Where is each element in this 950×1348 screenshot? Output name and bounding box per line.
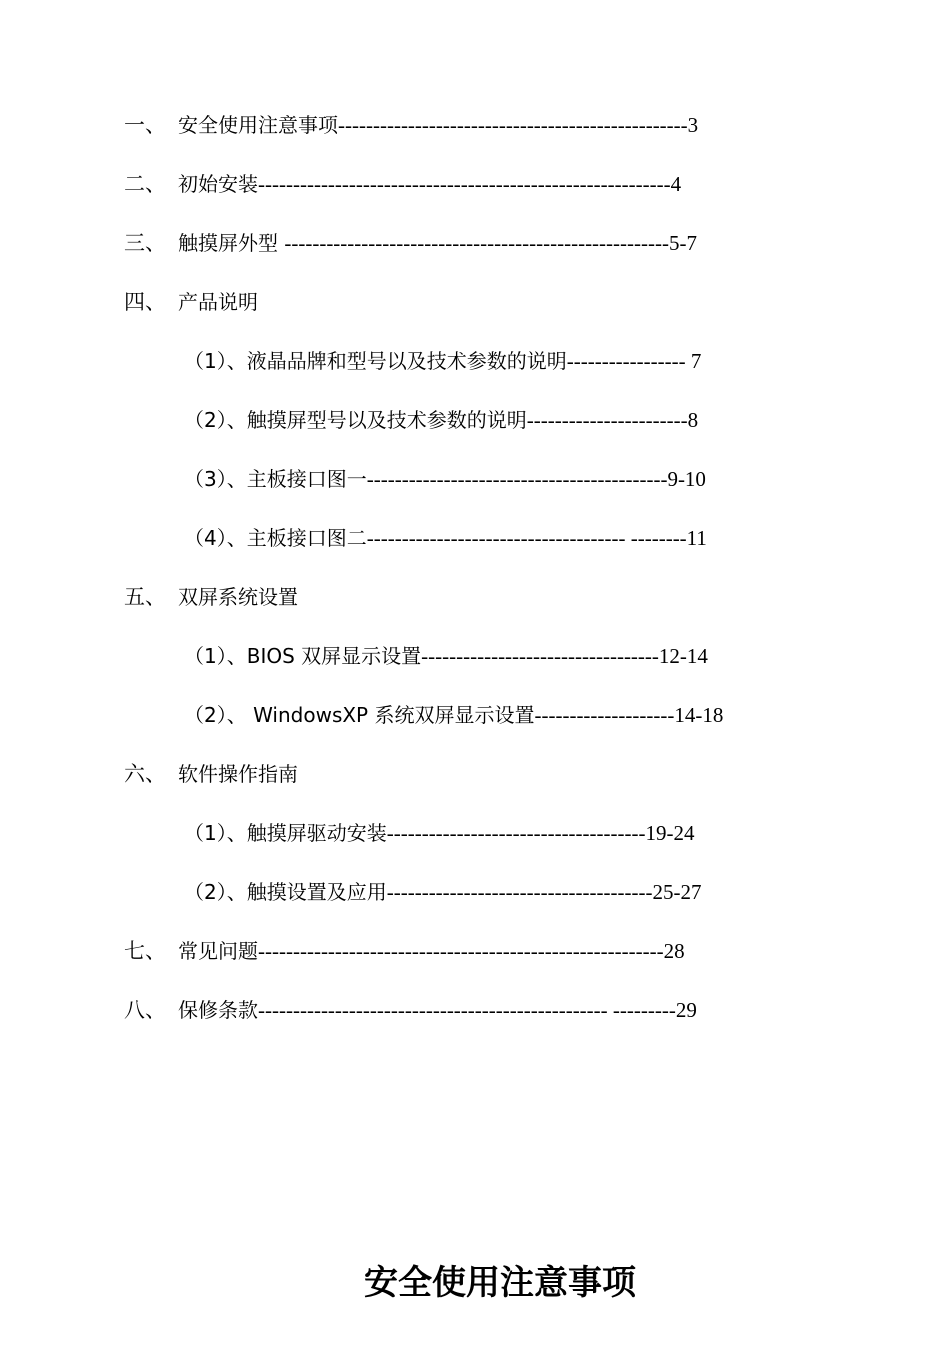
toc-entry-number: 二、 — [124, 172, 166, 196]
toc-entry-leader-page: -----------------------------------------------------------4 — [258, 172, 682, 196]
toc-entry-label: 产品说明 — [178, 290, 258, 314]
toc-entry-text — [184, 635, 708, 677]
toc-entry-label: （1）、BIOS 双屏显示设置 — [184, 644, 422, 668]
toc-entry-number: 四、 — [124, 290, 166, 314]
toc-entry — [0, 871, 950, 930]
toc-entry-text — [178, 930, 685, 972]
toc-entry-text — [184, 812, 694, 854]
toc-entry-label: 初始安装 — [178, 172, 258, 196]
toc-entry-text — [178, 281, 258, 323]
toc-entry-leader-page: -------------------------------------------9-10 — [366, 467, 706, 491]
toc-entry-leader-page: ----------------------------------------------------------28 — [258, 939, 685, 963]
toc-entry-number: 三、 — [124, 231, 166, 255]
toc-entry-label: （1）、触摸屏驱动安装 — [184, 821, 387, 845]
toc-entry — [0, 753, 950, 812]
toc-entry-text — [184, 399, 698, 441]
toc-entry-text — [178, 104, 698, 146]
toc-entry — [0, 458, 950, 517]
toc-entry-leader-page: ----------------- 7 — [566, 349, 702, 373]
toc-entry-label: 软件操作指南 — [178, 762, 298, 786]
toc-entry — [0, 694, 950, 753]
toc-entry-leader-page: --------------------14-18 — [534, 703, 724, 727]
toc-entry — [0, 576, 950, 635]
toc-entry — [0, 930, 950, 989]
toc-entry-label: （2）、触摸设置及应用 — [184, 880, 387, 904]
toc-entry-text — [184, 458, 706, 500]
toc-entry-number: 六、 — [124, 762, 166, 786]
toc-entry-leader-page: --------------------------------------25-27 — [386, 880, 702, 904]
toc-entry-label: 触摸屏外型 — [178, 231, 285, 255]
toc-entry-label: （3）、主板接口图一 — [184, 467, 367, 491]
toc-entry-leader-page: -----------------------8 — [526, 408, 699, 432]
table-of-contents — [0, 104, 950, 1048]
toc-entry-text — [178, 989, 697, 1031]
toc-entry-text — [178, 576, 298, 618]
toc-entry — [0, 281, 950, 340]
toc-entry-number: 五、 — [124, 585, 166, 609]
toc-entry-text — [178, 163, 681, 205]
toc-entry-leader-page: -------------------------------------19-24 — [386, 821, 695, 845]
toc-entry-label: （2）、触摸屏型号以及技术参数的说明 — [184, 408, 527, 432]
toc-entry — [0, 399, 950, 458]
toc-entry — [0, 812, 950, 871]
toc-entry — [0, 222, 950, 281]
section-title: 安全使用注意事项 — [364, 1263, 636, 1303]
toc-entry-leader-page: --------------------------------------------------3 — [338, 113, 699, 137]
toc-entry-text — [184, 340, 701, 382]
toc-entry — [0, 340, 950, 399]
toc-entry-text — [184, 517, 707, 559]
toc-entry-label: 常见问题 — [178, 939, 258, 963]
toc-entry-label: （1）、液晶品牌和型号以及技术参数的说明 — [184, 349, 567, 373]
toc-entry-label: （2）、 WindowsXP 系统双屏显示设置 — [184, 703, 535, 727]
toc-entry-label: （4）、主板接口图二 — [184, 526, 367, 550]
toc-entry-label: 安全使用注意事项 — [178, 113, 338, 137]
toc-entry — [0, 163, 950, 222]
toc-entry-number: 一、 — [124, 113, 166, 137]
toc-entry-number: 七、 — [124, 939, 166, 963]
toc-entry-leader-page: ----------------------------------12-14 — [421, 644, 708, 668]
toc-entry-text — [184, 871, 701, 913]
toc-entry-label: 双屏系统设置 — [178, 585, 298, 609]
toc-entry — [0, 517, 950, 576]
toc-entry — [0, 104, 950, 163]
toc-entry-leader-page: -------------------------------------------------- ---------29 — [258, 998, 697, 1022]
toc-entry-text — [178, 222, 697, 264]
toc-entry-label: 保修条款 — [178, 998, 258, 1022]
toc-entry-text — [184, 694, 723, 736]
toc-entry-leader-page: ------------------------------------- --------11 — [366, 526, 707, 550]
toc-entry-text — [178, 753, 298, 795]
toc-entry-leader-page: -------------------------------------------------------5-7 — [284, 231, 697, 255]
toc-entry — [0, 989, 950, 1048]
toc-entry-number: 八、 — [124, 998, 166, 1022]
toc-entry — [0, 635, 950, 694]
